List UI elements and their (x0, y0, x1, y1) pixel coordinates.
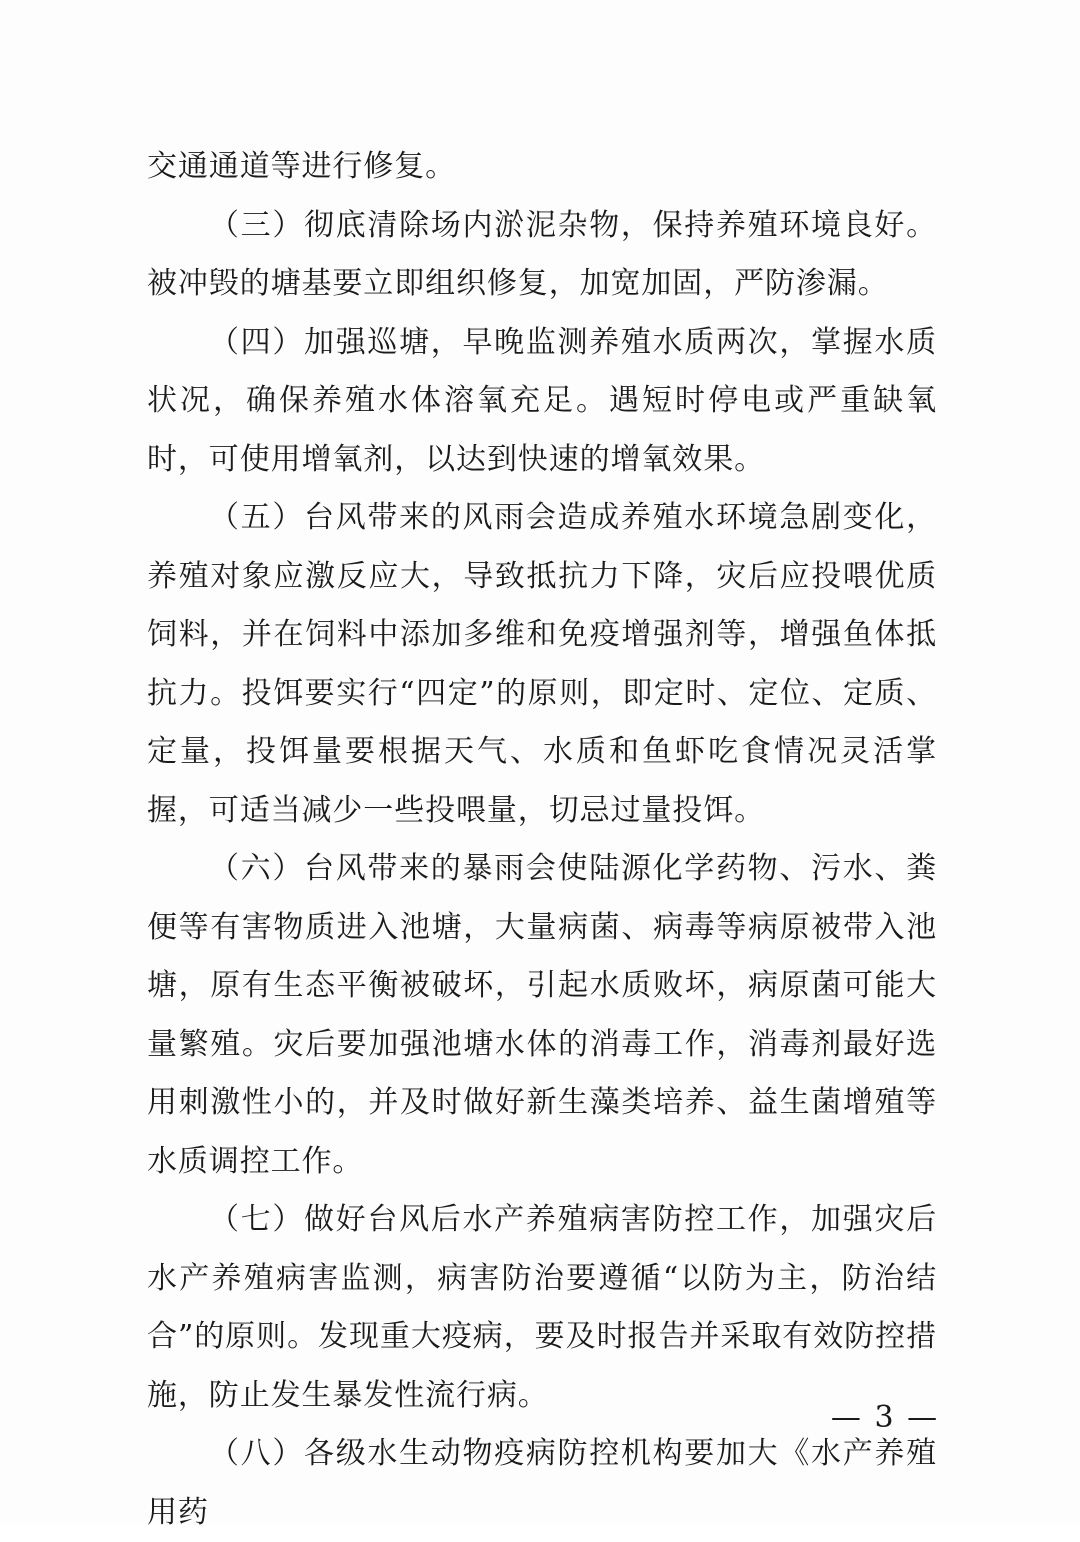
paragraph-item-4: （四）加强巡塘，早晚监测养殖水质两次，掌握水质状况，确保养殖水体溶氧充足。遇短时停电或严重缺氧时，可使用增氧剂，以达到快速的增氧效果。 (147, 324, 937, 477)
paragraph-item-6: （六）台风带来的暴雨会使陆源化学药物、污水、粪便等有害物质进入池塘，大量病菌、病毒等病原被带入池塘，原有生态平衡被破坏，引起水质败坏，病原菌可能大量繁殖。灾后要加强池塘水体的消毒工作，消毒剂最好选用刺激性小的，并及时做好新生藻类培养、益生菌增殖等水质调控工作。 (147, 851, 937, 1179)
paragraph-continuation: 交通通道等进行修复。 (147, 149, 456, 184)
paragraph-item-3: （三）彻底清除场内淤泥杂物，保持养殖环境良好。被冲毁的塘基要立即组织修复，加宽加固，严防渗漏。 (147, 207, 937, 301)
paragraph-item-5: （五）台风带来的风雨会造成养殖水环境急剧变化，养殖对象应激反应大，导致抵抗力下降，灾后应投喂优质饲料，并在饲料中添加多维和免疫增强剂等，增强鱼体抵抗力。投饵要实行“四定”的原则，即定时、定位、定质、定量，投饵量要根据天气、水质和鱼虾吃食情况灵活掌握，可适当减少一些投喂量，切忌过量投饵。 (147, 500, 937, 828)
document-body (147, 138, 937, 1542)
page-number: — 3 — (830, 1400, 940, 1435)
paragraph-item-7: （七）做好台风后水产养殖病害防控工作，加强灾后水产养殖病害监测，病害防治要遵循“以防为主，防治结合”的原则。发现重大疫病，要及时报告并采取有效防控措施，防止发生暴发性流行病。 (147, 1202, 937, 1413)
paragraph-item-8: （八）各级水生动物疫病防控机构要加大《水产养殖用药 (147, 1436, 937, 1530)
